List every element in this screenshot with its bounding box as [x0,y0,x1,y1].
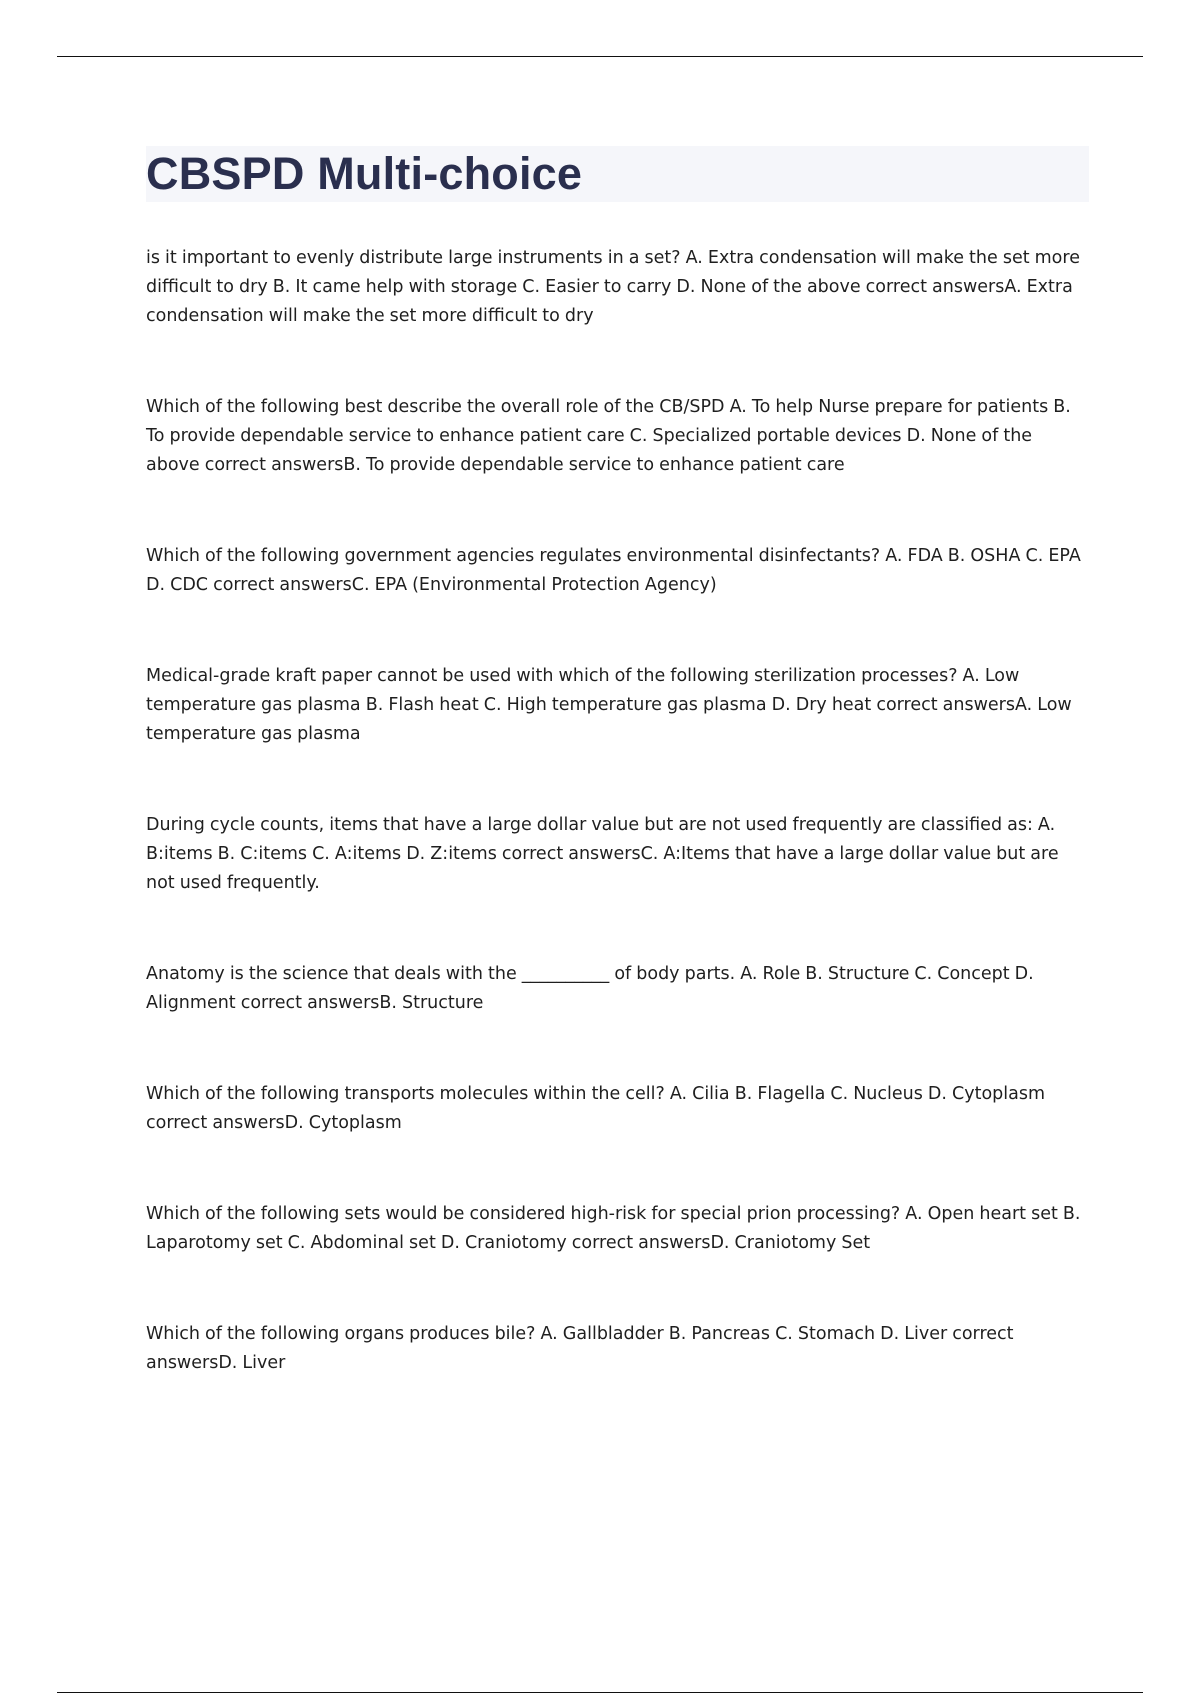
qa-item-6: Anatomy is the science that deals with the __________ of body parts. A. Role B. Structure C. Concept D. Alignment correct answersB. Structure [146,964,1034,1013]
qa-item-5: During cycle counts, items that have a large dollar value but are not used frequently are classified as: A. B:items B. C:items C. A:items D. Z:items correct answersC. A:Items that have a large dollar value but are not used frequently. [146,815,1059,893]
top-rule [57,56,1143,57]
qa-list [146,244,1090,1440]
bottom-rule [57,1692,1143,1693]
qa-item-8: Which of the following sets would be considered high-risk for special prion processing? A. Open heart set B. Laparotomy set C. Abdominal set D. Craniotomy correct answersD. Craniotomy Set [146,1204,1081,1253]
qa-item-1: is it important to evenly distribute large instruments in a set? A. Extra condensation will make the set more difficult to dry B. It came help with storage C. Easier to carry D. None of the above correct answersA. Extra condensation will make the set more difficult to dry [146,248,1080,326]
document-title: CBSPD Multi-choice [146,148,583,199]
qa-item-4: Medical-grade kraft paper cannot be used with which of the following sterilization processes? A. Low temperature gas plasma B. Flash heat C. High temperature gas plasma D. Dry heat correct answersA. Low temperature gas plasma [146,666,1072,744]
qa-item-7: Which of the following transports molecules within the cell? A. Cilia B. Flagella C. Nucleus D. Cytoplasm correct answersD. Cytoplasm [146,1084,1046,1133]
qa-item-9: Which of the following organs produces bile? A. Gallbladder B. Pancreas C. Stomach D. Liver correct answersD. Liver [146,1324,1014,1373]
qa-item-2: Which of the following best describe the overall role of the CB/SPD A. To help Nurse prepare for patients B. To provide dependable service to enhance patient care C. Specialized portable devices D. None of the above correct answersB. To provide dependable service to enhance patient care [146,397,1071,475]
qa-item-3: Which of the following government agencies regulates environmental disinfectants? A. FDA B. OSHA C. EPA D. CDC correct answersC. EPA (Environmental Protection Agency) [146,546,1081,595]
